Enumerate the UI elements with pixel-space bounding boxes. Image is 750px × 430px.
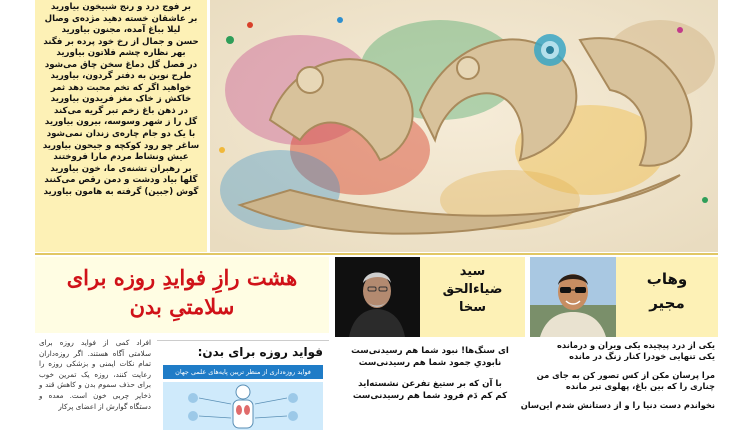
poem-line: چناری را که بین باغ، پهلوی تبر مانده <box>565 381 715 392</box>
author-portrait-icon <box>530 257 616 337</box>
infobox-banner: فواید روزه‌داری از منظر تریبن پایه‌های علمی جهان <box>163 365 323 379</box>
author-name-line2: ضیاءالحق <box>442 282 503 297</box>
poem-line: در فصل گل دماغ سخن چاق می‌شود <box>44 59 198 70</box>
nowruz-calligraphy-image <box>210 0 718 252</box>
poem-line: گلها بیاد ودشت و دمن رقص می‌کنند <box>44 175 198 186</box>
article-infobox <box>157 340 329 430</box>
poem-column <box>35 0 207 252</box>
author-photo-sakha <box>335 257 420 337</box>
author-name-sakha <box>420 257 525 337</box>
body-anatomy-icon <box>163 382 323 430</box>
poem-line: ساغر چو رود کوکچه و جیحون بیاورید <box>42 140 200 151</box>
stanza-gap <box>530 363 715 370</box>
poem-line: طرح نوین به دفتر گردون، بیاورید <box>50 71 192 82</box>
article-header <box>35 257 329 333</box>
poem-line: مرا پرسان مکن از کس تصور کن به جای من <box>536 369 715 380</box>
poem-line: خاکش ز خاک مغز فریدون بیاورید <box>50 94 192 105</box>
poem-line: بر فوج درد و رنج شبیخون بیاورید <box>50 2 192 12</box>
poem-mojir <box>520 340 718 430</box>
poem-line: یکی از درد پیچیده یکی ویران و درمانده <box>557 340 715 350</box>
stanza-gap <box>530 393 715 400</box>
poem-line: بر عاشقان خسته دهید مژده‌ی وصال <box>44 13 198 24</box>
poem-line: در ذهن باغ زخم تبر گریه می‌کند <box>54 105 188 116</box>
infobox-heading: فواید روزه برای بدن: <box>197 345 323 359</box>
nowruz-artwork <box>210 0 718 252</box>
author-photo-mojir <box>530 257 616 337</box>
poem-line: عیش ونشاط مردم مارا فروختند <box>53 152 189 163</box>
poem-line: لیلا بباغ آمده، مجنون بیاورید <box>61 25 181 36</box>
poem-line: ای سنگ‌ها! نبود شما هم رسیدنی‌ست <box>351 346 509 356</box>
author-name-line3: سخا <box>458 300 487 315</box>
poem-line: بهر نظاره چشم فلاتون بیاورید <box>56 48 186 59</box>
article-body: افراد کمی از فواید روزه برای سلامتی آگاه هستند. اگر روزه‌داران تمام نکات ایمنی و بزشکی روزه را رعایت کنند، روزه یک تمرین خوب برای حذف سموم بدن و کاهش قند و ذخایر چربی خون است. معده و دستگاه گوارش از اعضای پرکار <box>39 338 151 411</box>
infobox-illustration <box>163 382 323 430</box>
poem-line: با یک دو جام چاره‌ی زندان نمی‌شود <box>46 129 196 140</box>
article-title-line2: سلامتیِ بدن <box>129 294 235 319</box>
author-name-line1: وهاب <box>646 270 688 288</box>
poem-sakha <box>335 345 525 430</box>
poem-line: نخواندم دست دنیا را و از دستانش شدم این‌سان <box>520 399 715 410</box>
poem-line: بر رهبران تشنه‌ی ما، خون بیاورید <box>50 163 192 174</box>
poem-line: یکی تنهایی خودرا کنار زنگ در مانده <box>569 351 715 362</box>
author-name-line2: مجیر <box>649 294 685 312</box>
poem-line: کم کم دَم فرود شما هم رسیدنی‌ست <box>352 390 508 401</box>
poem-line: گل را ز شهر وسوسه، بیرون بیاورید <box>44 117 198 128</box>
poem-line: گوش (جبین) گرفته به هامون بیاورید <box>43 186 199 197</box>
section-divider <box>35 253 718 255</box>
stanza-gap <box>335 370 525 378</box>
author-name-line1: سید <box>459 264 486 279</box>
poem-line: حسن و جمال از رخ خود پرده بر فگند <box>43 36 199 47</box>
poem-line: نابودیِ جمود شما هم رسیدنی‌ست <box>358 358 502 369</box>
poem-line: با آن که بر ستیغ تفرعن نشسته‌اید <box>358 378 502 389</box>
article-title-line1: هشت رازِ فوایدِ روزه برای <box>66 265 298 290</box>
author-name-mojir <box>616 257 718 337</box>
author-portrait-icon <box>335 257 420 337</box>
poem-line: خواهید اگر که تخم محبت دهد ثمر <box>50 82 192 93</box>
